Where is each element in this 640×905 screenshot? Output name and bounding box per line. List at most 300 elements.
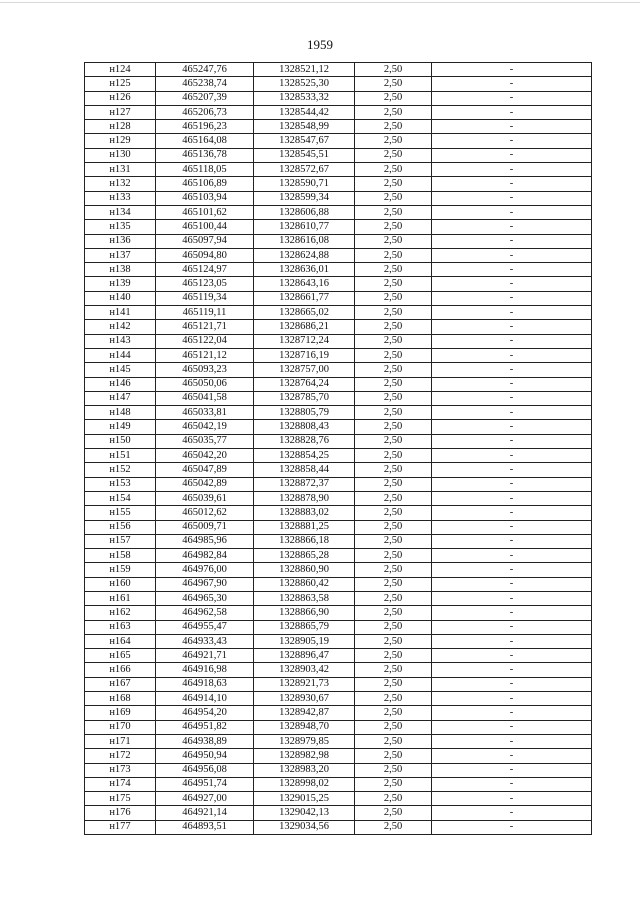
table-row xyxy=(85,363,592,377)
accuracy-cell: 2,50 xyxy=(355,134,432,148)
accuracy-cell: 2,50 xyxy=(355,91,432,105)
x-coordinate-cell: 464893,51 xyxy=(156,820,254,834)
y-coordinate-cell: 1328805,79 xyxy=(254,406,355,420)
table-row xyxy=(85,63,592,77)
x-coordinate-cell: 465206,73 xyxy=(156,105,254,119)
accuracy-cell: 2,50 xyxy=(355,449,432,463)
accuracy-cell: 2,50 xyxy=(355,120,432,134)
accuracy-cell: 2,50 xyxy=(355,105,432,119)
point-id-cell: н144 xyxy=(85,348,156,362)
y-coordinate-cell: 1328921,73 xyxy=(254,677,355,691)
x-coordinate-cell: 465035,77 xyxy=(156,434,254,448)
table-row xyxy=(85,91,592,105)
note-cell: - xyxy=(432,434,592,448)
point-id-cell: н139 xyxy=(85,277,156,291)
point-id-cell: н153 xyxy=(85,477,156,491)
note-cell: - xyxy=(432,334,592,348)
table-row xyxy=(85,406,592,420)
point-id-cell: н173 xyxy=(85,763,156,777)
note-cell: - xyxy=(432,520,592,534)
accuracy-cell: 2,50 xyxy=(355,148,432,162)
point-id-cell: н145 xyxy=(85,363,156,377)
page-number: 1959 xyxy=(307,37,333,52)
note-cell: - xyxy=(432,663,592,677)
table-row xyxy=(85,777,592,791)
y-coordinate-cell: 1328544,42 xyxy=(254,105,355,119)
point-id-cell: н168 xyxy=(85,692,156,706)
accuracy-cell: 2,50 xyxy=(355,649,432,663)
accuracy-cell: 2,50 xyxy=(355,820,432,834)
x-coordinate-cell: 464951,82 xyxy=(156,720,254,734)
y-coordinate-cell: 1328948,70 xyxy=(254,720,355,734)
note-cell: - xyxy=(432,291,592,305)
x-coordinate-cell: 465050,06 xyxy=(156,377,254,391)
note-cell: - xyxy=(432,734,592,748)
table-row xyxy=(85,677,592,691)
note-cell: - xyxy=(432,649,592,663)
x-coordinate-cell: 464921,71 xyxy=(156,649,254,663)
accuracy-cell: 2,50 xyxy=(355,363,432,377)
note-cell: - xyxy=(432,105,592,119)
x-coordinate-cell: 464914,10 xyxy=(156,692,254,706)
note-cell: - xyxy=(432,320,592,334)
x-coordinate-cell: 465042,89 xyxy=(156,477,254,491)
note-cell: - xyxy=(432,377,592,391)
coordinates-table xyxy=(84,62,592,835)
x-coordinate-cell: 465039,61 xyxy=(156,491,254,505)
accuracy-cell: 2,50 xyxy=(355,377,432,391)
y-coordinate-cell: 1328547,67 xyxy=(254,134,355,148)
accuracy-cell: 2,50 xyxy=(355,549,432,563)
x-coordinate-cell: 465100,44 xyxy=(156,220,254,234)
note-cell: - xyxy=(432,77,592,91)
y-coordinate-cell: 1328854,25 xyxy=(254,449,355,463)
point-id-cell: н163 xyxy=(85,620,156,634)
note-cell: - xyxy=(432,220,592,234)
y-coordinate-cell: 1328883,02 xyxy=(254,506,355,520)
y-coordinate-cell: 1328636,01 xyxy=(254,263,355,277)
table-row xyxy=(85,220,592,234)
x-coordinate-cell: 464950,94 xyxy=(156,749,254,763)
x-coordinate-cell: 464938,89 xyxy=(156,734,254,748)
note-cell: - xyxy=(432,749,592,763)
point-id-cell: н176 xyxy=(85,806,156,820)
point-id-cell: н161 xyxy=(85,591,156,605)
y-coordinate-cell: 1328983,20 xyxy=(254,763,355,777)
note-cell: - xyxy=(432,277,592,291)
table-row xyxy=(85,563,592,577)
point-id-cell: н164 xyxy=(85,634,156,648)
y-coordinate-cell: 1328866,18 xyxy=(254,534,355,548)
accuracy-cell: 2,50 xyxy=(355,534,432,548)
table-row xyxy=(85,806,592,820)
y-coordinate-cell: 1328548,99 xyxy=(254,120,355,134)
table-row xyxy=(85,477,592,491)
table-row xyxy=(85,692,592,706)
note-cell: - xyxy=(432,549,592,563)
point-id-cell: н142 xyxy=(85,320,156,334)
accuracy-cell: 2,50 xyxy=(355,577,432,591)
table-row xyxy=(85,148,592,162)
point-id-cell: н160 xyxy=(85,577,156,591)
table-row xyxy=(85,277,592,291)
accuracy-cell: 2,50 xyxy=(355,420,432,434)
note-cell: - xyxy=(432,463,592,477)
table-row xyxy=(85,291,592,305)
point-id-cell: н150 xyxy=(85,434,156,448)
point-id-cell: н143 xyxy=(85,334,156,348)
point-id-cell: н147 xyxy=(85,391,156,405)
table-row xyxy=(85,606,592,620)
accuracy-cell: 2,50 xyxy=(355,306,432,320)
x-coordinate-cell: 464956,08 xyxy=(156,763,254,777)
x-coordinate-cell: 464962,58 xyxy=(156,606,254,620)
y-coordinate-cell: 1328982,98 xyxy=(254,749,355,763)
y-coordinate-cell: 1328881,25 xyxy=(254,520,355,534)
y-coordinate-cell: 1328610,77 xyxy=(254,220,355,234)
accuracy-cell: 2,50 xyxy=(355,792,432,806)
y-coordinate-cell: 1328998,02 xyxy=(254,777,355,791)
y-coordinate-cell: 1328828,76 xyxy=(254,434,355,448)
table-row xyxy=(85,391,592,405)
note-cell: - xyxy=(432,263,592,277)
note-cell: - xyxy=(432,205,592,219)
table-row xyxy=(85,134,592,148)
accuracy-cell: 2,50 xyxy=(355,63,432,77)
y-coordinate-cell: 1328979,85 xyxy=(254,734,355,748)
note-cell: - xyxy=(432,806,592,820)
note-cell: - xyxy=(432,449,592,463)
point-id-cell: н133 xyxy=(85,191,156,205)
table-row xyxy=(85,434,592,448)
accuracy-cell: 2,50 xyxy=(355,263,432,277)
accuracy-cell: 2,50 xyxy=(355,391,432,405)
x-coordinate-cell: 464916,98 xyxy=(156,663,254,677)
accuracy-cell: 2,50 xyxy=(355,291,432,305)
x-coordinate-cell: 465118,05 xyxy=(156,163,254,177)
point-id-cell: н129 xyxy=(85,134,156,148)
note-cell: - xyxy=(432,120,592,134)
y-coordinate-cell: 1328872,37 xyxy=(254,477,355,491)
note-cell: - xyxy=(432,506,592,520)
table-row xyxy=(85,420,592,434)
y-coordinate-cell: 1328808,43 xyxy=(254,420,355,434)
point-id-cell: н156 xyxy=(85,520,156,534)
accuracy-cell: 2,50 xyxy=(355,763,432,777)
accuracy-cell: 2,50 xyxy=(355,177,432,191)
table-row xyxy=(85,248,592,262)
note-cell: - xyxy=(432,163,592,177)
scan-edge-line xyxy=(0,2,640,3)
point-id-cell: н155 xyxy=(85,506,156,520)
note-cell: - xyxy=(432,363,592,377)
point-id-cell: н167 xyxy=(85,677,156,691)
table-row xyxy=(85,734,592,748)
y-coordinate-cell: 1328865,28 xyxy=(254,549,355,563)
accuracy-cell: 2,50 xyxy=(355,334,432,348)
x-coordinate-cell: 465009,71 xyxy=(156,520,254,534)
y-coordinate-cell: 1328545,51 xyxy=(254,148,355,162)
accuracy-cell: 2,50 xyxy=(355,463,432,477)
accuracy-cell: 2,50 xyxy=(355,806,432,820)
point-id-cell: н138 xyxy=(85,263,156,277)
x-coordinate-cell: 465247,76 xyxy=(156,63,254,77)
x-coordinate-cell: 465012,62 xyxy=(156,506,254,520)
point-id-cell: н158 xyxy=(85,549,156,563)
table-row xyxy=(85,620,592,634)
accuracy-cell: 2,50 xyxy=(355,591,432,605)
table-row xyxy=(85,77,592,91)
table-row xyxy=(85,234,592,248)
x-coordinate-cell: 465238,74 xyxy=(156,77,254,91)
note-cell: - xyxy=(432,591,592,605)
point-id-cell: н177 xyxy=(85,820,156,834)
x-coordinate-cell: 465119,34 xyxy=(156,291,254,305)
y-coordinate-cell: 1328599,34 xyxy=(254,191,355,205)
note-cell: - xyxy=(432,620,592,634)
point-id-cell: н169 xyxy=(85,706,156,720)
x-coordinate-cell: 465124,97 xyxy=(156,263,254,277)
table-row xyxy=(85,534,592,548)
x-coordinate-cell: 464918,63 xyxy=(156,677,254,691)
accuracy-cell: 2,50 xyxy=(355,234,432,248)
note-cell: - xyxy=(432,406,592,420)
accuracy-cell: 2,50 xyxy=(355,734,432,748)
accuracy-cell: 2,50 xyxy=(355,320,432,334)
y-coordinate-cell: 1328878,90 xyxy=(254,491,355,505)
note-cell: - xyxy=(432,534,592,548)
point-id-cell: н170 xyxy=(85,720,156,734)
x-coordinate-cell: 465093,23 xyxy=(156,363,254,377)
x-coordinate-cell: 464933,43 xyxy=(156,634,254,648)
coordinates-table-body xyxy=(85,63,592,835)
x-coordinate-cell: 465122,04 xyxy=(156,334,254,348)
table-row xyxy=(85,163,592,177)
table-row xyxy=(85,449,592,463)
table-row xyxy=(85,763,592,777)
note-cell: - xyxy=(432,477,592,491)
x-coordinate-cell: 465207,39 xyxy=(156,91,254,105)
accuracy-cell: 2,50 xyxy=(355,663,432,677)
y-coordinate-cell: 1328525,30 xyxy=(254,77,355,91)
table-row xyxy=(85,463,592,477)
y-coordinate-cell: 1328757,00 xyxy=(254,363,355,377)
table-row xyxy=(85,792,592,806)
table-row xyxy=(85,491,592,505)
accuracy-cell: 2,50 xyxy=(355,520,432,534)
note-cell: - xyxy=(432,606,592,620)
table-row xyxy=(85,749,592,763)
table-row xyxy=(85,649,592,663)
note-cell: - xyxy=(432,234,592,248)
note-cell: - xyxy=(432,820,592,834)
x-coordinate-cell: 464921,14 xyxy=(156,806,254,820)
accuracy-cell: 2,50 xyxy=(355,677,432,691)
accuracy-cell: 2,50 xyxy=(355,191,432,205)
table-row xyxy=(85,205,592,219)
point-id-cell: н127 xyxy=(85,105,156,119)
point-id-cell: н146 xyxy=(85,377,156,391)
accuracy-cell: 2,50 xyxy=(355,563,432,577)
y-coordinate-cell: 1328930,67 xyxy=(254,692,355,706)
x-coordinate-cell: 464951,74 xyxy=(156,777,254,791)
note-cell: - xyxy=(432,763,592,777)
point-id-cell: н136 xyxy=(85,234,156,248)
point-id-cell: н157 xyxy=(85,534,156,548)
y-coordinate-cell: 1328896,47 xyxy=(254,649,355,663)
x-coordinate-cell: 465042,20 xyxy=(156,449,254,463)
y-coordinate-cell: 1328521,12 xyxy=(254,63,355,77)
accuracy-cell: 2,50 xyxy=(355,706,432,720)
note-cell: - xyxy=(432,391,592,405)
point-id-cell: н131 xyxy=(85,163,156,177)
x-coordinate-cell: 465097,94 xyxy=(156,234,254,248)
x-coordinate-cell: 465121,71 xyxy=(156,320,254,334)
accuracy-cell: 2,50 xyxy=(355,606,432,620)
accuracy-cell: 2,50 xyxy=(355,163,432,177)
note-cell: - xyxy=(432,348,592,362)
y-coordinate-cell: 1328942,87 xyxy=(254,706,355,720)
x-coordinate-cell: 465123,05 xyxy=(156,277,254,291)
point-id-cell: н174 xyxy=(85,777,156,791)
point-id-cell: н125 xyxy=(85,77,156,91)
point-id-cell: н141 xyxy=(85,306,156,320)
note-cell: - xyxy=(432,306,592,320)
x-coordinate-cell: 465136,78 xyxy=(156,148,254,162)
note-cell: - xyxy=(432,563,592,577)
accuracy-cell: 2,50 xyxy=(355,277,432,291)
point-id-cell: н149 xyxy=(85,420,156,434)
accuracy-cell: 2,50 xyxy=(355,506,432,520)
x-coordinate-cell: 465103,94 xyxy=(156,191,254,205)
accuracy-cell: 2,50 xyxy=(355,434,432,448)
accuracy-cell: 2,50 xyxy=(355,220,432,234)
point-id-cell: н148 xyxy=(85,406,156,420)
accuracy-cell: 2,50 xyxy=(355,491,432,505)
table-row xyxy=(85,306,592,320)
y-coordinate-cell: 1328903,42 xyxy=(254,663,355,677)
point-id-cell: н151 xyxy=(85,449,156,463)
note-cell: - xyxy=(432,148,592,162)
accuracy-cell: 2,50 xyxy=(355,777,432,791)
x-coordinate-cell: 464967,90 xyxy=(156,577,254,591)
y-coordinate-cell: 1328643,16 xyxy=(254,277,355,291)
y-coordinate-cell: 1328866,90 xyxy=(254,606,355,620)
note-cell: - xyxy=(432,91,592,105)
y-coordinate-cell: 1328863,58 xyxy=(254,591,355,605)
table-row xyxy=(85,177,592,191)
accuracy-cell: 2,50 xyxy=(355,620,432,634)
y-coordinate-cell: 1328905,19 xyxy=(254,634,355,648)
x-coordinate-cell: 464954,20 xyxy=(156,706,254,720)
point-id-cell: н154 xyxy=(85,491,156,505)
accuracy-cell: 2,50 xyxy=(355,634,432,648)
accuracy-cell: 2,50 xyxy=(355,720,432,734)
note-cell: - xyxy=(432,706,592,720)
y-coordinate-cell: 1328606,88 xyxy=(254,205,355,219)
x-coordinate-cell: 465101,62 xyxy=(156,205,254,219)
y-coordinate-cell: 1329034,56 xyxy=(254,820,355,834)
table-row xyxy=(85,191,592,205)
y-coordinate-cell: 1328661,77 xyxy=(254,291,355,305)
point-id-cell: н159 xyxy=(85,563,156,577)
x-coordinate-cell: 465094,80 xyxy=(156,248,254,262)
accuracy-cell: 2,50 xyxy=(355,477,432,491)
x-coordinate-cell: 464955,47 xyxy=(156,620,254,634)
x-coordinate-cell: 465106,89 xyxy=(156,177,254,191)
table-row xyxy=(85,377,592,391)
accuracy-cell: 2,50 xyxy=(355,749,432,763)
x-coordinate-cell: 465119,11 xyxy=(156,306,254,320)
y-coordinate-cell: 1329015,25 xyxy=(254,792,355,806)
y-coordinate-cell: 1328533,32 xyxy=(254,91,355,105)
table-row xyxy=(85,348,592,362)
table-row xyxy=(85,706,592,720)
table-row xyxy=(85,577,592,591)
table-row xyxy=(85,263,592,277)
table-row xyxy=(85,634,592,648)
point-id-cell: н134 xyxy=(85,205,156,219)
y-coordinate-cell: 1328860,90 xyxy=(254,563,355,577)
point-id-cell: н152 xyxy=(85,463,156,477)
note-cell: - xyxy=(432,777,592,791)
y-coordinate-cell: 1328865,79 xyxy=(254,620,355,634)
y-coordinate-cell: 1328572,67 xyxy=(254,163,355,177)
y-coordinate-cell: 1328785,70 xyxy=(254,391,355,405)
x-coordinate-cell: 465047,89 xyxy=(156,463,254,477)
y-coordinate-cell: 1328665,02 xyxy=(254,306,355,320)
note-cell: - xyxy=(432,63,592,77)
x-coordinate-cell: 465041,58 xyxy=(156,391,254,405)
point-id-cell: н124 xyxy=(85,63,156,77)
point-id-cell: н132 xyxy=(85,177,156,191)
x-coordinate-cell: 464976,00 xyxy=(156,563,254,577)
accuracy-cell: 2,50 xyxy=(355,205,432,219)
table-row xyxy=(85,105,592,119)
point-id-cell: н140 xyxy=(85,291,156,305)
point-id-cell: н165 xyxy=(85,649,156,663)
x-coordinate-cell: 465196,23 xyxy=(156,120,254,134)
accuracy-cell: 2,50 xyxy=(355,406,432,420)
table-row xyxy=(85,720,592,734)
y-coordinate-cell: 1328764,24 xyxy=(254,377,355,391)
note-cell: - xyxy=(432,577,592,591)
point-id-cell: н130 xyxy=(85,148,156,162)
y-coordinate-cell: 1329042,13 xyxy=(254,806,355,820)
point-id-cell: н172 xyxy=(85,749,156,763)
x-coordinate-cell: 465121,12 xyxy=(156,348,254,362)
x-coordinate-cell: 465042,19 xyxy=(156,420,254,434)
y-coordinate-cell: 1328686,21 xyxy=(254,320,355,334)
note-cell: - xyxy=(432,191,592,205)
table-row xyxy=(85,334,592,348)
table-row xyxy=(85,320,592,334)
table-row xyxy=(85,506,592,520)
table-row xyxy=(85,663,592,677)
x-coordinate-cell: 465164,08 xyxy=(156,134,254,148)
point-id-cell: н162 xyxy=(85,606,156,620)
table-row xyxy=(85,820,592,834)
accuracy-cell: 2,50 xyxy=(355,248,432,262)
accuracy-cell: 2,50 xyxy=(355,348,432,362)
note-cell: - xyxy=(432,634,592,648)
x-coordinate-cell: 464985,96 xyxy=(156,534,254,548)
table-row xyxy=(85,549,592,563)
point-id-cell: н135 xyxy=(85,220,156,234)
table-row xyxy=(85,591,592,605)
point-id-cell: н137 xyxy=(85,248,156,262)
accuracy-cell: 2,50 xyxy=(355,692,432,706)
